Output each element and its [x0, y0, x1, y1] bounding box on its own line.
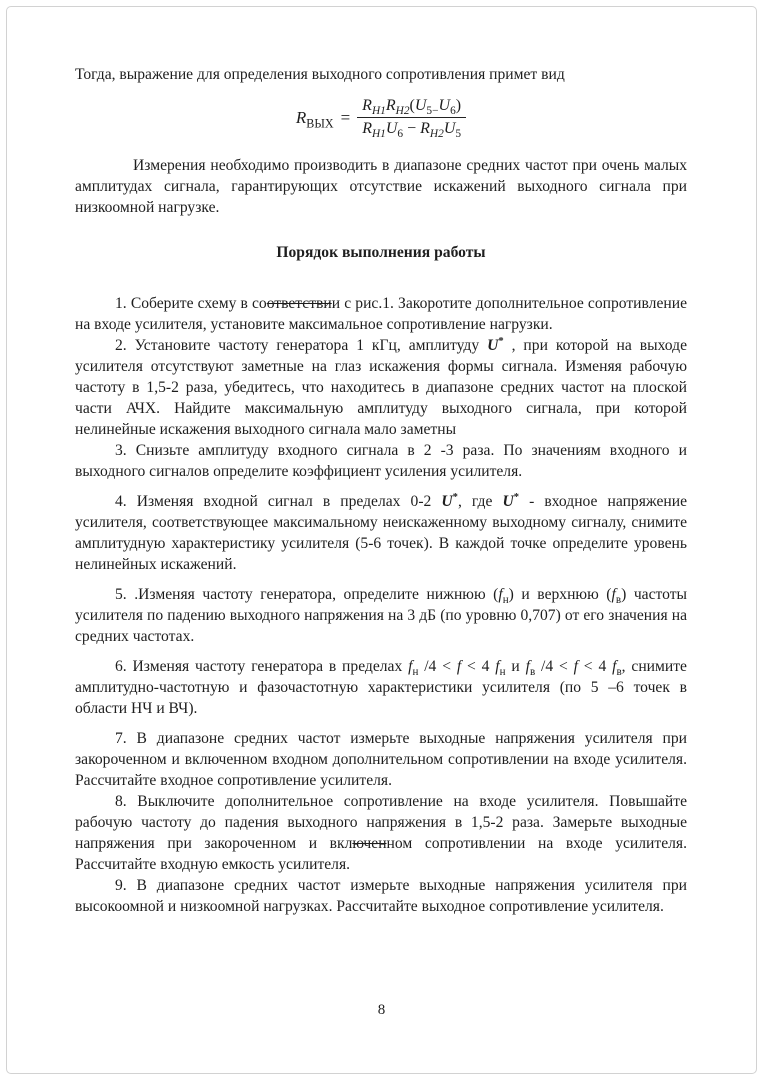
formula-output-resistance	[75, 97, 687, 139]
step-3: 3. Снизьте амплитуду входного сигнала в 2 -3 раза. По значениям входного и выходного сигналов определите коэффициент усиления усилителя.	[75, 441, 687, 480]
step-4: 4. Изменяя входной сигнал в пределах 0-2 U*, где U* - входное напряжение усилителя, соответствующее максимальному неискаженному выходному сигналу, снимите амплитудную характеристику усилителя (5-6 точек). В каждой точке определите уровень нелинейных искажений.	[75, 491, 688, 573]
formula-lhs: $R_{ВЫХ}$	[295, 108, 334, 131]
step-1: 1. Соберите схему в соответствии с рис.1. Закоротите дополнительное сопротивление на входе усилителя, установите максимальное сопротивление нагрузки.	[75, 294, 687, 333]
formula-numerator: $R_{Н1}R_{Н2}(U_{5-}U_6)$	[357, 97, 466, 118]
step-2: 2. Установите частоту генератора 1 кГц, амплитуду U* , при которой на выходе усилителя отсутствуют заметные на глаз искажения формы сигнала. Изменяя рабочую частоту в 1,5-2 раза, убедитесь, что находитесь в диапазоне средних частот на плоской части АЧХ. Найдите максимальную амплитуду выходного сигнала, при которой нелинейные искажения выходного сигнала мало заметны	[75, 335, 687, 438]
formula-denominator: $R_{Н1}U_6 - R_{Н2}U_5$	[362, 120, 462, 141]
formula-fraction	[357, 97, 466, 139]
step-9: 9. В диапазоне средних частот измерьте выходные напряжения усилителя при высокоомной и низкоомной нагрузках. Рассчитайте выходное сопротивление усилителя.	[75, 876, 687, 915]
intro-paragraph: Тогда, выражение для определения выходного сопротивления примет вид	[75, 66, 565, 83]
measurement-note: Измерения необходимо производить в диапазоне средних частот при очень малых амплитудах сигнала, гарантирующих отсутствие искажений выходного сигнала при низкоомной нагрузке.	[75, 156, 687, 216]
section-heading: Порядок выполнения работы	[276, 243, 486, 261]
step-7: 7. В диапазоне средних частот измерьте выходные напряжения усилителя при закороченном и включенном входном дополнительном сопротивлении на входе усилителя. Рассчитайте входное сопротивление усилителя.	[75, 729, 687, 789]
page-content	[75, 64, 687, 917]
formula-equals: =	[340, 108, 351, 128]
step-5: 5. .Изменяя частоту генератора, определите нижнюю $(f_н)$ и верхнюю $(f_в)$ частоты усилителя по падению выходного напряжения на 3 дБ (по уровню 0,707) от его значения на средних частотах.	[75, 585, 687, 645]
page-number: 8	[377, 1002, 386, 1018]
step-6: 6. Изменяя частоту генератора в пределах $f_н$ /4 < f < 4 $f_н$ и $f_в$ /4 < f < 4 $f_в$, снимите амплитудно-частотную и фазочастотную характеристики усилителя (по 5 –6 точек в области НЧ и ВЧ).	[75, 657, 687, 717]
step-8: 8. Выключите дополнительное сопротивление на входе усилителя. Повышайте рабочую частоту до падения выходного напряжения в 1,5-2 раза. Замерьте выходные напряжения при закороченном и включенном сопротивлении на входе усилителя. Рассчитайте входную емкость усилителя.	[75, 792, 687, 873]
